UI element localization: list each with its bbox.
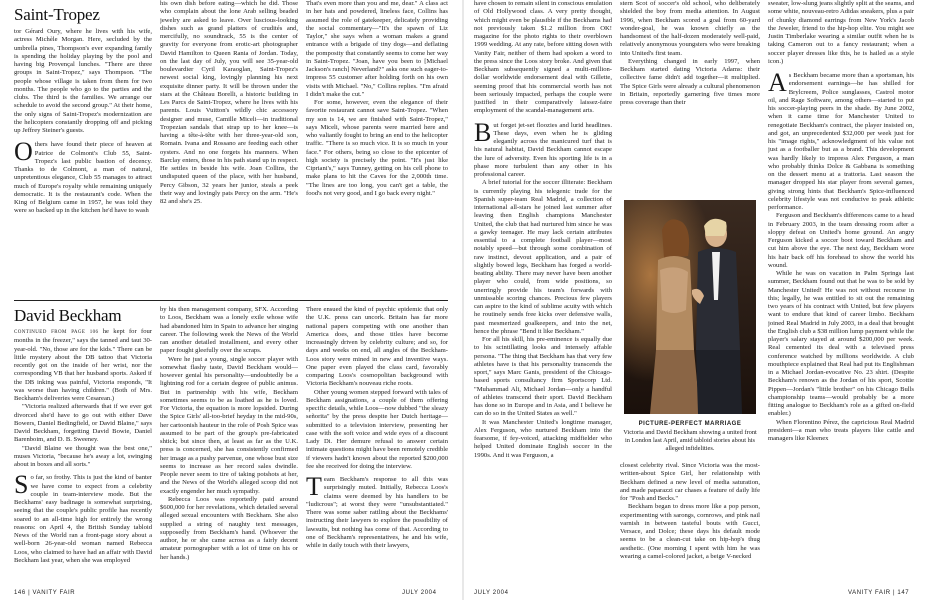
st-col3-text-cont: For some, however, even the elegance of their favorite restaurant cannot save Saint-Tropez. "When my son is 14, we are finished with Saint-Tropez," says Miceli, whose parents were married here and who valiantly fought to bring an end to the helicopter traffic. "There is so much vice. It is so much in your face." For others, being so close to the epicenter of high society is precisely the point. "It's just like Cipriani's," says Tunney, getting on his cell phone to make plans to hit the Caves for the 2,000th time. "The lines are too long, you can't get a table, the food's not very good, and I go back every night."	[306, 99, 448, 197]
rp-col3-top: sweater, low-slung jeans slightly split at the seams, and some white, nouveau-retro Adidas sneakers, plus a pair of chunky diamond earrings from New York's Jacob the Jeweler, friend to the hip-hop elite. You might see Justin Timberlake wearing a similar outfit when he is taking Cameron out to a fancy restaurant; when a soccer player dresses like this, he is hailed as a style icon.)	[768, 0, 914, 65]
dropcap-b: B	[474, 117, 492, 147]
rp-col3-dropcap-para	[768, 68, 914, 212]
db-col1-p1: he kept for four months in the freezer," says the tanned and taut 30-year-old. "No, those are for the kids." There can be little mystery about the DB tattoo that Victoria recently got on the inside of her wrist, nor the corresponding VB that her husband sports. Asked if the DB inking was painful, Victoria responds, "It was worse than having children." (Both of Mrs. Beckham's deliveries were Cesarean.)	[14, 328, 152, 402]
st-col1-para: tor Gérard Oury, where he lives with his wife, actress Michèle Morgan. Here, secluded by the umbrella pines, Thompson's ever expanding family is spending the holiday playing by the pool and having big Provençal lunches. "There are three groups in Saint-Tropez," says Thompson. "The people whose village is taken from them for two months. The people who go to the parties and the clubs. The third is the families. We arrange our schedule to avoid the second group." At their home, the only signs of Saint-Tropez's modernization are the helicopters constantly dropping off and picking up Jeffrey Steiner's guests.	[14, 28, 152, 134]
rp-col3-rest-cont: While he was on vacation in Palm Springs last summer, Beckham found out that he was to be sold by Manchester United! He was not without recourse in this; legally, he was entitled to sit out the remaining two years of his contract with United, but few players want to endure that kind of career limbo. Beckham joined Real Madrid in July 2003, in a deal that brought the English club a $38 million lump payment while the player's salary stayed at around $200,000 per week. Real cemented its deal with a televised press conference watched by millions worldwide. A club mouthpiece explained that Real had put its Englishman in a Michael Jordan-evocative No. 23 shirt. (Despite Beckham's renown as the Jordan of his sport, Scottie Pippen—Jordan's "little brother" on his Chicago Bulls championship teams—would probably be a more fitting analogue to Beckham's role as a gifted on-field enabler.)	[768, 270, 914, 418]
db-column-2	[160, 306, 298, 584]
st-col1-dropcap-text: thers have found their piece of heaven at Patrice de Colmont's Club 55, Saint-Tropez's last public bastion of decency. Thanks to de Colmont, a man of natural, unpretentious elegance, Club 55 manages to attract much of Europe's royalty while remaining uniquely democratic. It is the restaurant's code. When the King of Belgium came in 1957, he was told they were so backed up in the kitchen he'd have to wash	[14, 141, 152, 215]
rp-column-2-top	[620, 0, 760, 196]
db-col1-lead	[14, 328, 152, 403]
db-col1-dropcap-text: o far, so frothy. This is just the kind of banter we have come to expect from a celebrity couple in team-interview mode. But the Beckhams' easy badinage is somewhat surprising, seeing that the couple's public profile has recently soared to an all-time high for entirely the wrong reasons: on April 4, the British Sunday tabloid News of the World ran a front-page story about a well-born 26-year-old woman named Rebecca Loos, who claimed to have had an affair with David Beckham last year, when she was employed	[14, 474, 152, 564]
couple-photo	[624, 200, 756, 414]
rp-col1-rest-cont: For all his skill, his pre-eminence is equally due to his scintillating looks and intensely affable persona. "The thing that Beckham has that very few athletes have is that his personality transcends the sport," says Marc Ganis, president of the Chicago-based sports consultancy firm Sportscorp Ltd. "Muhammad Ali, Michael Jordan—only a handful of athletes transcend their sport. David Beckham has done so in Europe and in Asia, and I believe he can do so in the United States as well."	[474, 336, 612, 418]
db-col2-text: by his then management company, SFX. According to Loos, Beckham was a lonely exile whose wife had abandoned him in Spain to advance her singing career. The following week the News of the World ran another detailed installment, and every other paper fought gleefully over the scraps.	[160, 306, 298, 355]
st-col3-text: That's even more than you and me, dear." A class act in her hats and powdered, lineless face, Collins has assumed the role of gatekeeper, delicately providing the social commentary—"It's the spawn of Liz Taylor," she says when a woman makes a grand entrance with a brigade of tiny dogs—and deflating the pomposity that constantly seems to come her way in Saint-Tropez. "Joan, have you been to [Michael Jackson's ranch] Neverland?" asks one such eager-to-impress 55 customer after holding forth on his own visits with Michael. "No," Collins replies. "I'm afraid I didn't make the cut."	[306, 0, 448, 98]
rp-col2-bottom-cont: Beckham began to dress more like a pop person, experimenting with sarongs, cornrows, and pink nail varnish in between tasteful bouts with Gucci, Versace, and Dolce; these days his default mode seems to be a clean-cut take on hip-hop's thug aesthetic. (One morning I spent with him he was wearing a camel-colored jacket, a beige V-necked	[620, 503, 760, 560]
rp-col1-top: have chosen to remain silent in conscious emulation of Old Hollywood class. A very pretty thought, which might even be plausible if the Beckhams had not previously taken $1.2 million from OK! magazine for the photo rights to their overblown 1999 wedding. At any rate, before sitting down with Vanity Fair, neither of them had spoken a word to the press since the Loos story broke. And given that Beckham subsequently signed a multi-million-dollar worldwide endorsement deal with Gillette, seeming proof that his commercial worth has not been seriously impacted, perhaps the couple were justified in their comparatively laissez-faire employment of the scandal-management arts.	[474, 0, 612, 115]
db-col3-dropcap-para	[306, 472, 448, 550]
photo-caption	[620, 420, 760, 453]
st-col1-dropcap-para	[14, 137, 152, 215]
db-col3-text-cont: Other young women stepped forward with tales of Beckham assignations, a couple of them offering specific details, while Loos—now dubbed "the sleazy señorita" by the press despite her Dutch heritage—submitted to a television interview, presenting her case with the soft voice and wide eyes of a discount Lady Di. Her demure refusal to answer certain intimate questions might have been remotely credible if viewers hadn't known about the reported $200,000 fee she received for doing the interview.	[306, 388, 448, 470]
rp-col2-top: stern Scot of soccer's old school, who deliberately shielded the boy from media attention. In August 1996, when Beckham scored a goal from 60-yard wonder-goal, he was known chiefly as the handsomest of the half-dozen moderately well-paid, relatively anonymous youngsters who were breaking into United's first team.	[620, 0, 760, 57]
page-date-right: JULY 2004	[474, 590, 509, 596]
rp-column-3	[768, 0, 914, 584]
rp-col3-dropcap-text: s Beckham became more than a sportsman, his endorsement earnings—he has shilled for Brylcreem, Police sunglasses, Castrol motor oil, and Rage Software, among others—started to put his soccer-playing peers in the shade. By June 2002, when it came time for Manchester United to renegotiate Beckham's contract, the player insisted on, and got, an unprecedented $32,000 per week just for his "image rights," acknowledgment of his value not just as a footballer but as a brand. This development was hardly likely to impress Alex Ferguson, a man who probably thinks Dolce & Gabbana is something on the dessert menu at a trattoria. Last season the manager dropped his star player from several games, giving strong hints that Beckham's Spice-influenced celebrity lifestyle was not conducive to peak athletic performance.	[768, 72, 914, 211]
db-column-1	[14, 328, 152, 584]
rp-col2-bottom: closest celebrity rival. Since Victoria was the most-written-about Spice Girl, her relationship with Beckham defined a new level of media saturation, and made paparazzi car chases a feature of daily life for "Posh and Becks."	[620, 462, 760, 502]
continued-from-label: CONTINUED FROM PAGE 106	[14, 330, 99, 335]
db-col2-text-cont: Were he just a young, single soccer player with somewhat flashy taste, David Beckham would—however genial his personality—undoubtedly be a lightning rod for a certain degree of public animus. But in partnership with his wife, Beckham sometimes seems to be as loathed as he is loved. For Victoria, the equation is more lopsided. During the Spice Girls' all-too-brief heyday in the mid-90s, her cartoonish hauteur in the role of Posh Spice was assumed to be part of the group's pre-fabricated shtick; but since then, at least as far as the U.K. press is concerned, she has consistently confirmed her image as a pushy parvenue, one whose bust size seems to increase as her record sales dwindle. People never seem to tire of taking potshots at her, and the News of the World's alleged scoop did not exactly engender her much sympathy.	[160, 355, 298, 495]
dropcap-t: T	[306, 472, 322, 501]
db-column-3	[306, 306, 448, 584]
rp-col2-top-cont: Everything changed in early 1997, when Beckham started dating Victoria Adams: their collective fame didn't add together—it multiplied. The Spice Girls were already a cultural phenomenon in Britain, reportedly garnering five times more press coverage than their	[620, 57, 760, 106]
right-page	[464, 0, 926, 600]
page-folio-right: VANITY FAIR | 147	[848, 590, 910, 596]
page-date-left: JULY 2004	[402, 590, 437, 596]
db-col1-p2: "Victoria realized afterwards that if we ever got divorced she'd have to go out with either Dave Bowers, Daniel Bedingfield, or David Blaine," says David Beckham, forgetting David Bowie, Daniel Barenboim, and D. B. Sweeney.	[14, 403, 152, 444]
page-folio-left: 146 | VANITY FAIR	[14, 590, 76, 596]
rp-col1-rest: A brief tutorial for the soccer illiterate: Beckham is currently playing his telegenic trade for the Spanish super-team Real Madrid, a collection of international all-stars he joined last summer after leaving then English champions Manchester United, the club that had nurtured him since he was a gawky teenager. He may lack certain attributes essential to a complete football player—most notably speed—but through some combination of raw instinct, devout application, and a pair of slightly bowed legs, Beckham has forged a world-beating ability. There may never have been another player who could, from wide positions, so unerringly provide his team's forwards with unmissable scoring chances. Precious few players can aspire to the kind of sublime acuity with which he routinely sends free kicks over defensive walls, past mesmerized goalkeepers, and into the net, hence the phrase "Bend it like Beckham."	[474, 179, 612, 335]
dropcap-a: A	[768, 68, 787, 97]
st-column-3	[306, 0, 448, 290]
rp-column-1	[474, 0, 612, 584]
rp-col3-rest: Ferguson and Beckham's differences came to a head in February 2003, in the team dressing room after a sloppy defeat on United's home ground. An angry Ferguson kicked a soccer boot toward Beckham and cut him above the eye. The next day, Beckham wore his hair back off his forehead to show the world his wound.	[768, 212, 914, 269]
rp-col3-rest-cont: When Florentino Pérez, the capricious Real Madrid president—a man who treats players like cattle and managers like Kleenex	[768, 418, 914, 442]
db-col3-dropcap-text: eam Beckham's response to all this was surprisingly muted. Initially, Rebecca Loos's claims were deemed by his handlers to be "ludicrous"; at worst they were "unsubstantiated." There was some saber rattling about the Beckhams' instructing their lawyers to explore the possibility of lawsuits, but nothing has come of that. According to one of Beckham's representatives, he and his wife, while in daily touch with their lawyers,	[306, 476, 448, 549]
st-column-2	[160, 0, 298, 290]
db-col3-text: There ensued the kind of psychic epidemic that only the U.K. press can uncork. Britain has far more national papers competing with one another than America does, and those titles have become increasingly driven by celebrity culture; and so, for days and weeks on end, all angles of the Beckham-Loos story were mined in new and inventive ways. One paper even played the class card, favorably comparing Loos's cosmopolitan background with Victoria Beckham's nouveau riche roots.	[306, 306, 448, 388]
rp-col1-dropcap-text: ut forget jet-set floozies and lurid headlines. These days, even when he is gliding elegantly across the manicured turf that is his natural habitat, David Beckham cannot escape the lure of adversity. Even his sporting life is in a phase more turbulent than any other in his professional career.	[474, 121, 612, 178]
section-divider	[14, 300, 448, 301]
db-col2-text-cont: Rebecca Loos was reportedly paid around $600,000 for her revelations, which detailed several alleged sexual encounters with Beckham. She also supplied a string of naughty text messages, supposedly from Beckham's hand. (Whoever the author, he or she came across as a fairly decent amateur pornographer with a lot of time on his or her hands.)	[160, 495, 298, 561]
db-col1-p3: "David Blaine we thought was the best one," muses Victoria, "because he's away a lot, swinging about in boxes and all sorts."	[14, 444, 152, 468]
rp-column-2-bottom	[620, 462, 760, 584]
st-col2-text: his own dish before eating—which he did. Those who complain about the lone Arab selling beaded jewelry are asked to leave. Over luscious-looking dishes such as grand platters of crudités and, mercifully, no soundtrack, 55 is the center of gravity for everyone from erotic-art photographer David Hamilton to Queen Rania of Jordan. Today, on the last day of July, you will see 35-year-old boulevardier Cyril Karaoglan, Saint-Tropez's newest social king, lovingly planning his next exquisite dinner party. It will be thrown under the stars at the Château Borelli, a historic building in Les Parcs de Saint-Tropez, where he lives with his parents. Louis Vuitton's wildly chic accessory designer and muse, Camille Miceli—in traditional Tropezian sandals that strap up to her knee—is having a tête-à-tête with her three-year-old son, Romain. Ivana and Rossano are feeding each other oysters. And no one forgets his manners. When Barclay enters, those in his path stand up in respect. He settles in beside his wife. Joan Collins, the undisputed queen of the place, with her husband, Percy Gibson, 32 years her junior, steals a peek their way and lovingly pats Percy on the arm. "He's 82 and she's 25.	[160, 0, 298, 205]
db-col1-dropcap-para	[14, 470, 152, 565]
st-column-1	[14, 28, 152, 290]
dropcap-o: O	[14, 137, 33, 167]
rp-col1-rest-cont: It was Manchester United's longtime manager, Alex Ferguson, who nurtured Beckham into the fearsome, if fey-voiced, attacking midfielder who helped United dominate English soccer in the 1990s. And it was Ferguson, a	[474, 418, 612, 459]
section-title-david-beckham: David Beckham	[14, 306, 122, 325]
section-title-saint-tropez: Saint-Tropez	[14, 5, 100, 24]
caption-text: Victoria and David Beckham showing a united front in London last April, amid tabloid stories about his alleged infidelities.	[623, 429, 757, 452]
dropcap-s: S	[14, 470, 29, 500]
rp-col1-dropcap-para	[474, 117, 612, 180]
caption-title: PICTURE-PERFECT MARRIAGE	[638, 421, 742, 427]
couple-photo-illustration	[624, 200, 756, 414]
left-page	[0, 0, 462, 600]
